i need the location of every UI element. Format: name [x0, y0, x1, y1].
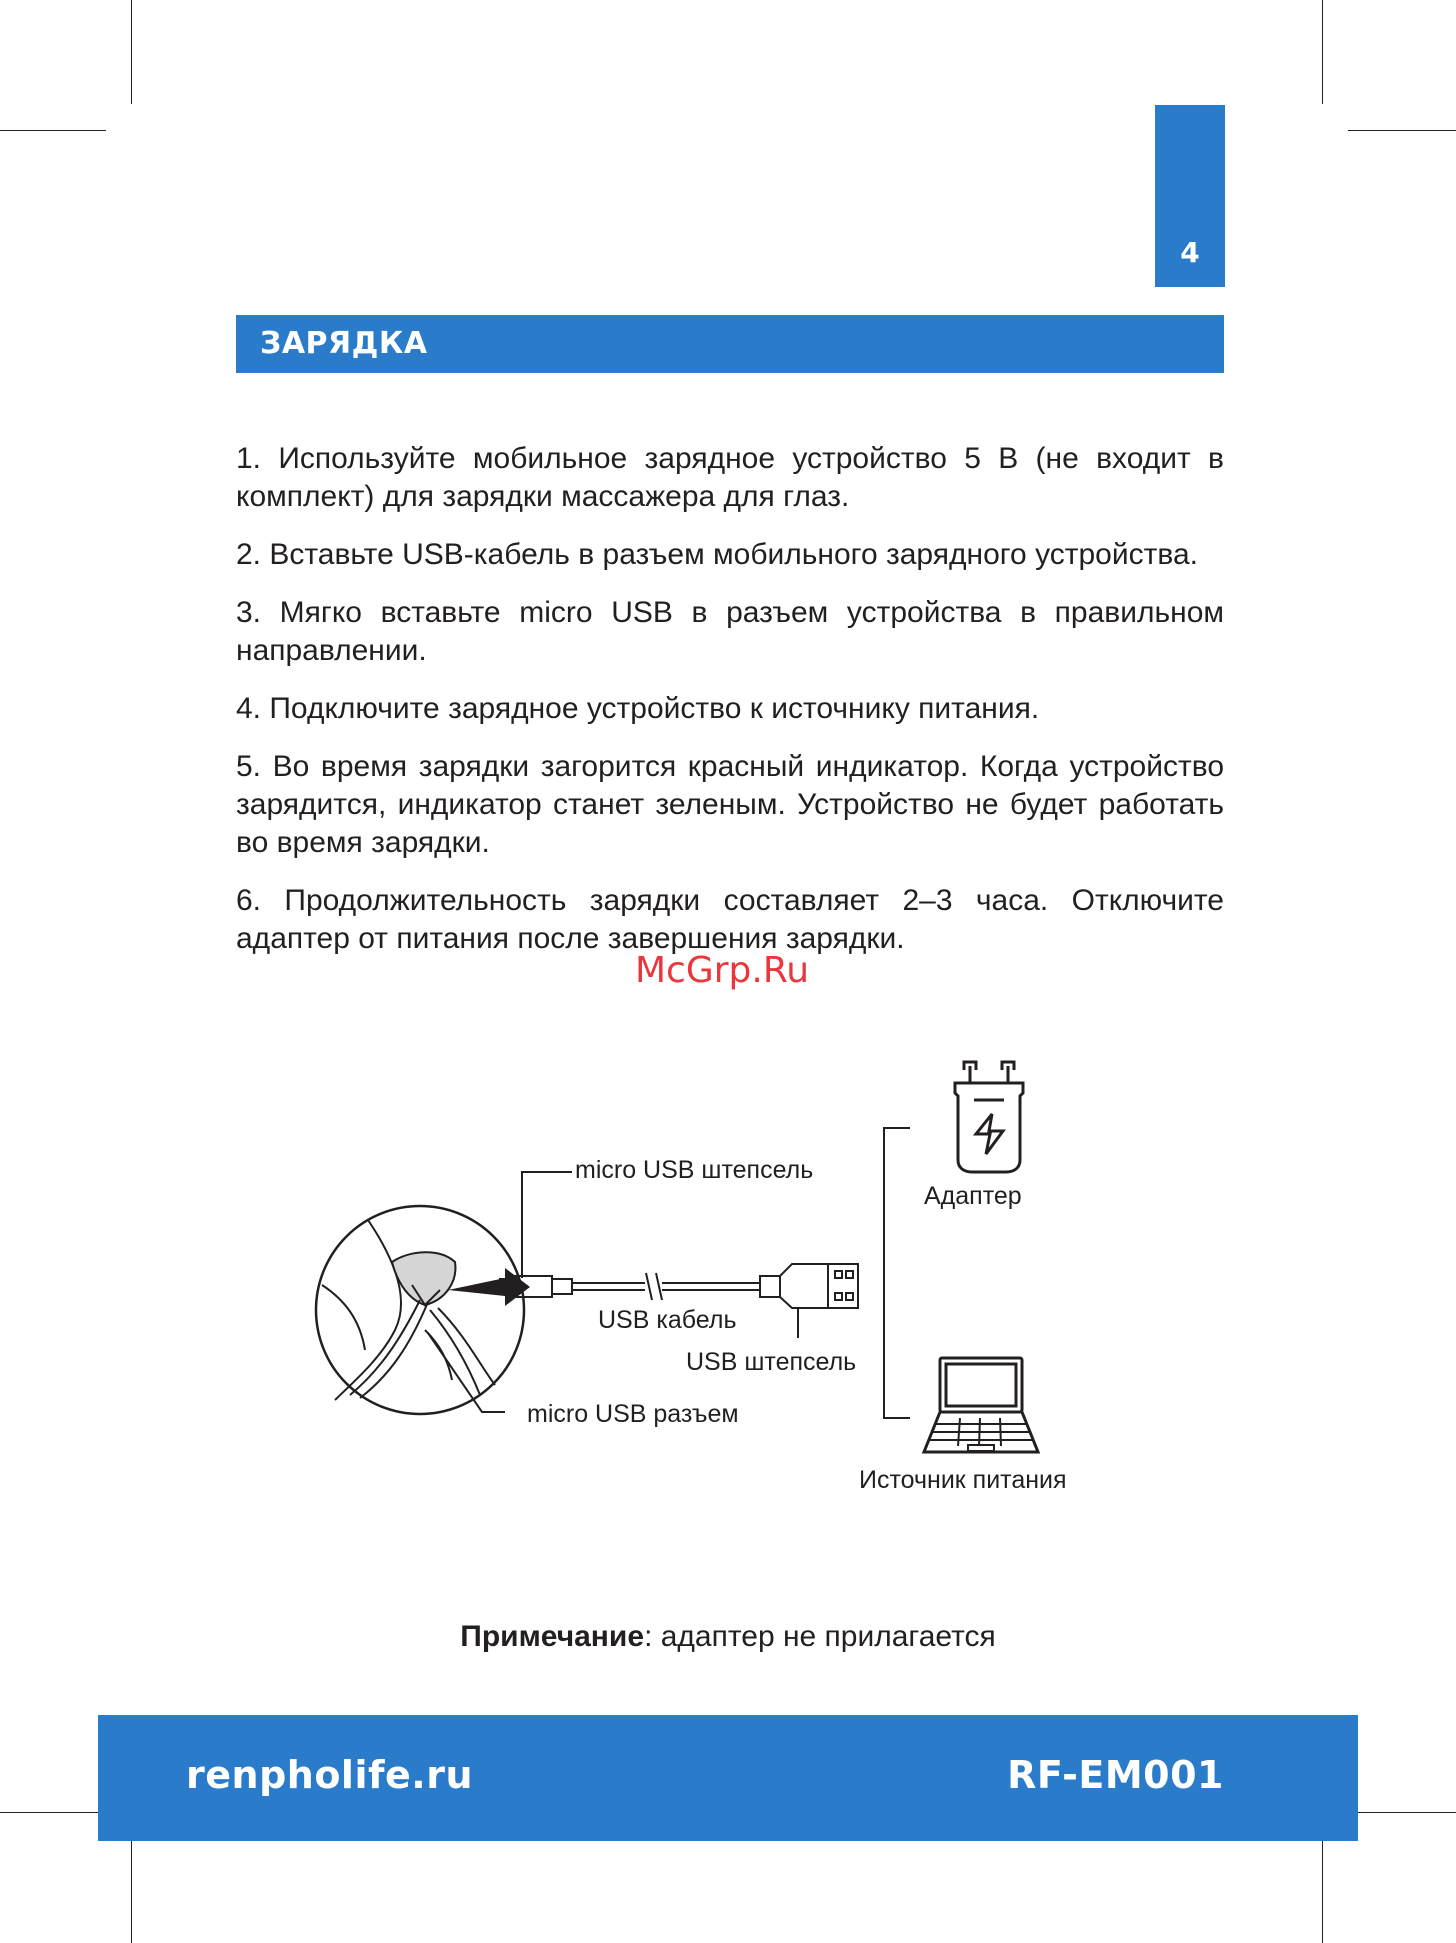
label-micro-usb-plug: micro USB штепсель: [575, 1156, 814, 1184]
label-adapter: Адаптер: [924, 1182, 1022, 1210]
label-micro-usb-port: micro USB разъем: [527, 1400, 739, 1428]
label-usb-cable: USB кабель: [598, 1306, 737, 1334]
leader-line: [428, 1333, 505, 1412]
instruction-item: 2. Вставьте USB-кабель в разъем мобильного зарядного устройства.: [236, 538, 1198, 571]
instruction-item: 4. Подключите зарядное устройство к источнику питания.: [236, 692, 1040, 725]
label-power-source: Источник питания: [859, 1466, 1067, 1494]
footer-model: RF-EM001: [1007, 1753, 1224, 1797]
page-number: 4: [1180, 236, 1200, 269]
instruction-item: 5. Во время зарядки загорится красный индикатор. Когда устройство зарядится, индикатор станет зеленым. Устройство не будет работать во время зарядки.: [236, 750, 1224, 859]
instruction-item: 6. Продолжительность зарядки составляет 2–3 часа. Отключите адаптер от питания после завершения зарядки.: [236, 884, 1224, 955]
footer-site: renpholife.ru: [186, 1753, 474, 1797]
note-label: Примечание: [460, 1620, 645, 1653]
footer: [98, 1715, 1358, 1841]
leader-line: [522, 1172, 572, 1278]
label-usb-plug: USB штепсель: [686, 1348, 857, 1376]
adapter-icon: [955, 1062, 1023, 1172]
instruction-item: 1. Используйте мобильное зарядное устройство 5 В (не входит в комплект) для зарядки массажера для глаз.: [236, 442, 1224, 513]
watermark: McGrp.Ru: [635, 950, 810, 991]
laptop-icon: [924, 1358, 1038, 1452]
device-closeup-illustration: [316, 1206, 524, 1414]
note-text: : адаптер не прилагается: [644, 1620, 996, 1653]
instruction-item: 3. Мягко вставьте micro USB в разъем устройства в правильном направлении.: [236, 596, 1224, 667]
section-title: ЗАРЯДКА: [236, 315, 1224, 373]
connection-bracket: [884, 1128, 910, 1418]
note: [0, 1620, 1456, 1654]
usb-plug-illustration: [760, 1264, 858, 1308]
